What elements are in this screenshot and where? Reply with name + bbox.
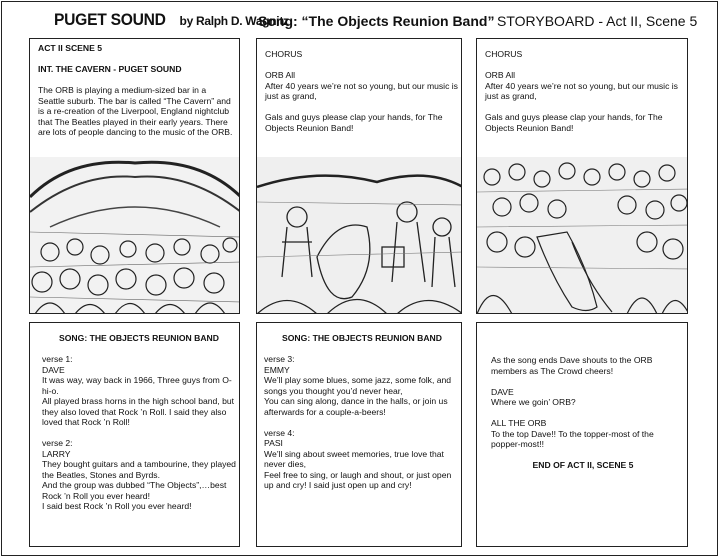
- panel-4: [29, 322, 240, 547]
- verse-2-text-2: And the group was dubbed “The Objects”,…best Rock ’n Roll you ever heard!: [42, 480, 227, 501]
- panel-2-heading: CHORUS: [265, 49, 303, 59]
- verse-3-text: We’ll play some blues, some jazz, some folk, and songs you thought you’d never hear,: [264, 375, 452, 396]
- panel-1-act: ACT II SCENE 5: [38, 43, 102, 53]
- page-header: [0, 10, 721, 36]
- panel-1-description: The ORB is playing a medium-sized bar in a Seattle suburb. The bar is called “The Cavern” and is a re-creation of the Liverpool, England nightclub that The Beatles played in their early years. There are lots of people dancing to the music of the ORB.: [38, 85, 233, 137]
- verse-4-label: verse 4:: [264, 427, 295, 438]
- verse-1-label: verse 1:: [42, 354, 73, 364]
- panel-5: [256, 322, 462, 547]
- panel-3-audience-sketch: [477, 157, 687, 314]
- panel-3: [476, 38, 688, 314]
- verse-3-speaker: EMMY: [264, 364, 290, 375]
- panel-2: [256, 38, 462, 314]
- panel-2-line-2: Gals and guys please clap your hands, for The Objects Reunion Band!: [265, 112, 443, 133]
- song-title: Song: “The Objects Reunion Band”: [258, 13, 495, 29]
- panel-3-line-1: After 40 years we’re not so young, but our music is just as grand,: [485, 80, 678, 101]
- panel-6-speaker-1: DAVE: [491, 386, 514, 397]
- panel-6-line-1: Where we goin’ ORB?: [491, 397, 576, 407]
- verse-2-text: They bought guitars and a tambourine, they played the Beatles, Stones and Byrds.: [42, 459, 236, 480]
- panel-4-heading: SONG: THE OBJECTS REUNION BAND: [59, 333, 219, 343]
- verse-2-text-3: I said best Rock ’n Roll you ever heard!: [42, 501, 192, 511]
- verse-1-speaker: DAVE: [42, 364, 65, 375]
- panel-6: [476, 322, 688, 547]
- panel-1-crowd-sketch: [30, 157, 239, 314]
- storyboard-label: STORYBOARD - Act II, Scene 5: [497, 13, 698, 29]
- verse-3-text-2: You can sing along, dance in the halls, or join us afterwards for a couple-a-beers!: [264, 396, 448, 417]
- verse-1-text: It was way, way back in 1966, Three guys from O-hi-o.: [42, 375, 232, 396]
- verse-4-text: We’ll sing about sweet memories, true love that never dies,: [264, 448, 444, 469]
- verse-4-speaker: PASI: [264, 438, 283, 448]
- panel-1: [29, 38, 240, 314]
- panel-6-speaker-2: ALL THE ORB: [491, 418, 547, 428]
- panel-5-heading: SONG: THE OBJECTS REUNION BAND: [282, 333, 442, 343]
- end-of-scene: END OF ACT II, SCENE 5: [532, 460, 634, 470]
- panel-6-line-2: To the top Dave!! To the topper-most of the popper-most!!: [491, 428, 654, 449]
- panel-3-line-2: Gals and guys please clap your hands, for The Objects Reunion Band!: [485, 112, 663, 133]
- verse-3-label: verse 3:: [264, 354, 295, 364]
- document-title: [54, 10, 289, 30]
- verse-4-text-2: Feel free to sing, or laugh and shout, or just open up and cry! I said just open up and cry!: [264, 469, 452, 490]
- verse-2-label: verse 2:: [42, 438, 73, 448]
- panel-2-line-1: After 40 years we’re not so young, but our music is just as grand,: [265, 80, 458, 101]
- title-author: by Ralph D. Wagnitz: [179, 14, 289, 28]
- panel-3-heading: CHORUS: [485, 49, 523, 59]
- verse-1-text-2: All played brass horns in the high school band, but they also loved that Rock ’n Roll. I said they also loved that Rock ’n Roll!: [42, 396, 235, 427]
- verse-2-speaker: LARRY: [42, 448, 71, 459]
- panel-6-stage-direction: As the song ends Dave shouts to the ORB members as The Crowd cheers!: [491, 355, 653, 376]
- panel-1-location: INT. THE CAVERN - PUGET SOUND: [38, 64, 182, 74]
- title-main: PUGET SOUND: [54, 10, 166, 29]
- panel-2-speaker: ORB All: [265, 70, 296, 80]
- panel-2-band-sketch: [257, 157, 461, 314]
- panel-3-speaker: ORB All: [485, 70, 516, 80]
